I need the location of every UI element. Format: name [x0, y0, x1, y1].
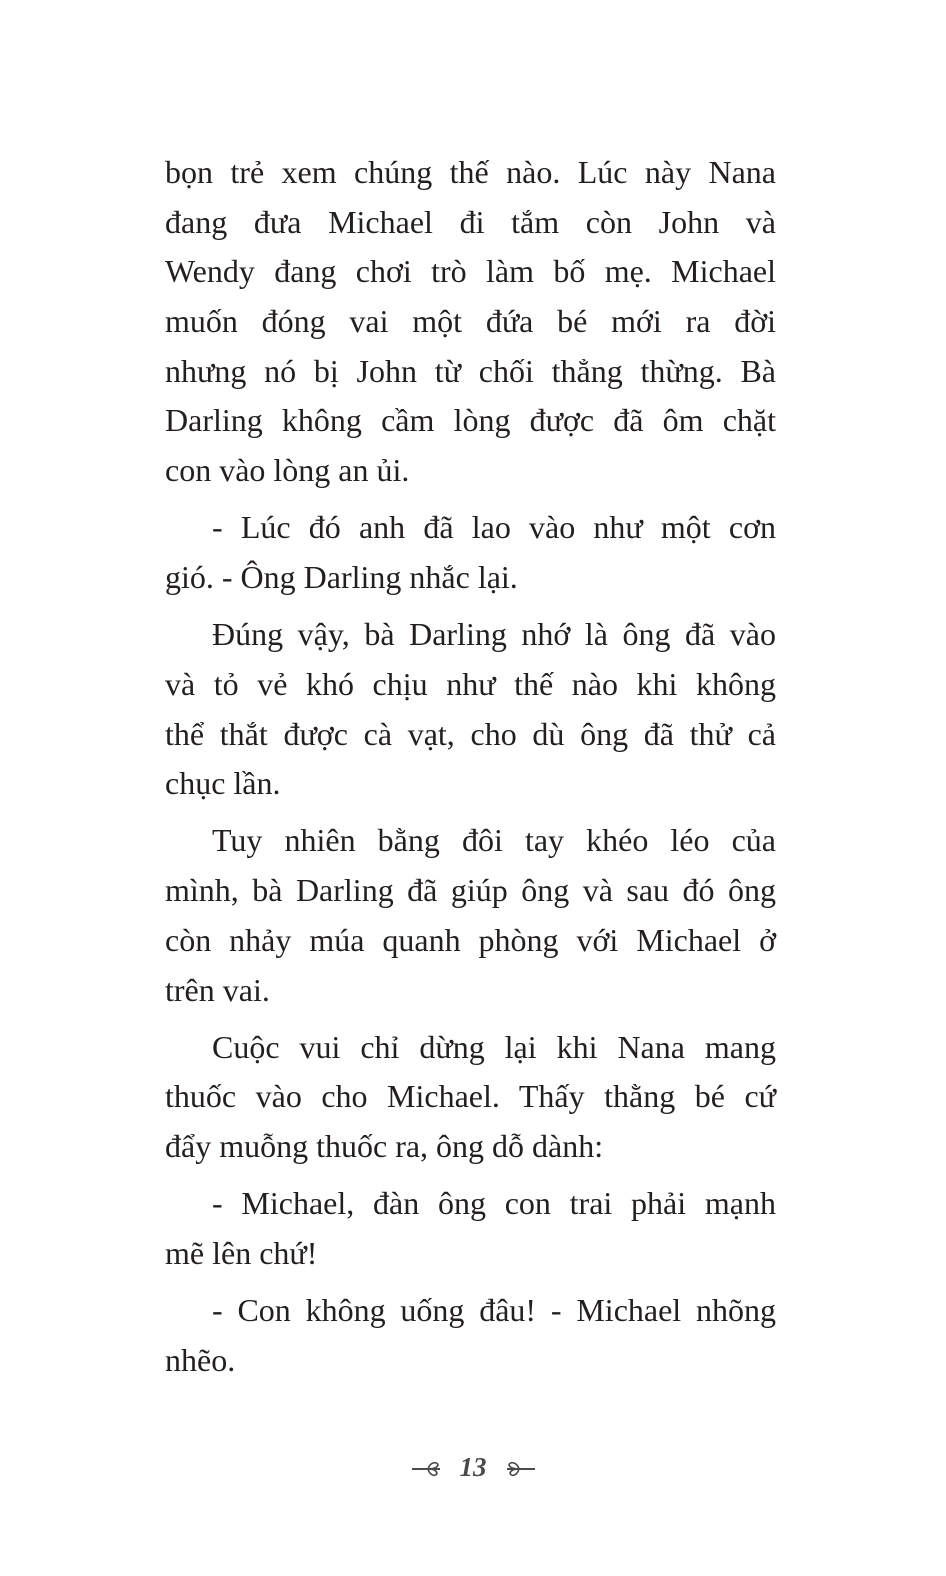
paragraph — [165, 503, 776, 602]
paragraph — [165, 148, 776, 496]
paragraph — [165, 1023, 776, 1172]
text-line: còn nhảy múa quanh phòng với Michael ở — [165, 921, 776, 958]
text-line: thuốc vào cho Michael. Thấy thằng bé cứ — [165, 1078, 776, 1115]
page-footer — [0, 1452, 946, 1483]
paragraph — [165, 610, 776, 809]
text-line: nhưng nó bị John từ chối thẳng thừng. Bà — [165, 352, 776, 389]
text-line: - Con không uống đâu! - Michael nhõng — [212, 1292, 776, 1329]
text-line: mình, bà Darling đã giúp ông và sau đó ông — [165, 872, 776, 909]
text-line: Đúng vậy, bà Darling nhớ là ông đã vào — [212, 616, 776, 653]
text-line: Wendy đang chơi trò làm bố mẹ. Michael — [165, 253, 776, 290]
text-line: con vào lòng an ủi. — [165, 452, 410, 489]
text-line: và tỏ vẻ khó chịu như thế nào khi không — [165, 665, 776, 702]
body-text — [165, 148, 776, 1393]
text-line: Darling không cầm lòng được đã ôm chặt — [165, 402, 776, 439]
leaf-ornament-left-icon — [410, 1456, 446, 1480]
leaf-ornament-right-icon — [501, 1456, 537, 1480]
text-line: bọn trẻ xem chúng thế nào. Lúc này Nana — [165, 154, 776, 190]
text-line: đang đưa Michael đi tắm còn John và — [165, 203, 776, 240]
paragraph — [165, 816, 776, 1015]
text-line: gió. - Ông Darling nhắc lại. — [165, 559, 518, 595]
text-line: Cuộc vui chỉ dừng lại khi Nana mang — [212, 1028, 776, 1065]
text-line: - Lúc đó anh đã lao vào như một cơn — [212, 509, 776, 546]
paragraph — [165, 1179, 776, 1278]
text-line: trên vai. — [165, 971, 270, 1008]
text-line: Tuy nhiên bằng đôi tay khéo léo của — [212, 822, 776, 859]
text-line: đẩy muỗng thuốc ra, ông dỗ dành: — [165, 1128, 604, 1165]
text-line: chục lần. — [165, 765, 281, 802]
paragraph — [165, 1286, 776, 1385]
text-line: muốn đóng vai một đứa bé mới ra đời — [165, 303, 776, 340]
text-line: mẽ lên chứ! — [165, 1234, 318, 1271]
text-line: nhẽo. — [165, 1341, 236, 1378]
text-line: - Michael, đàn ông con trai phải mạnh — [212, 1185, 776, 1222]
page-number: 13 — [459, 1452, 487, 1482]
text-line: thể thắt được cà vạt, cho dù ông đã thử cả — [165, 715, 776, 752]
